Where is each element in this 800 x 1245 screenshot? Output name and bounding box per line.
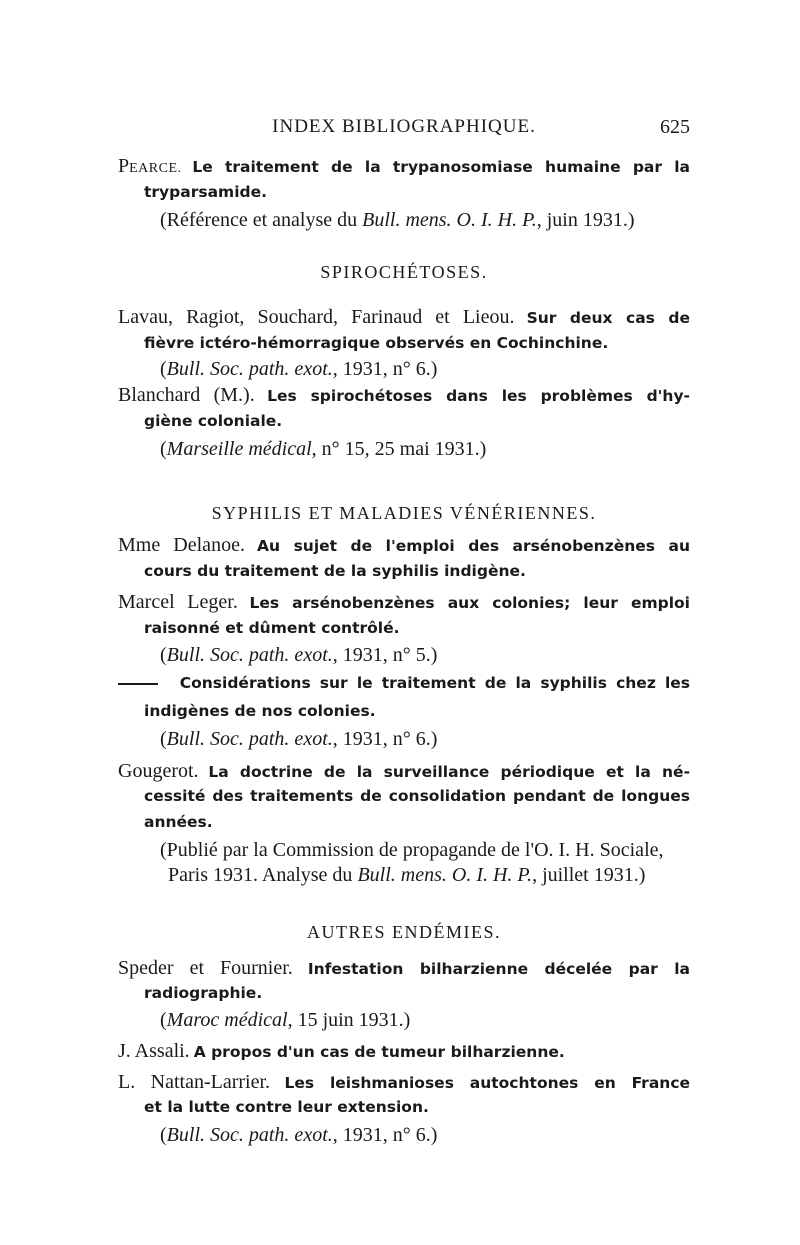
author: L. Nattan-Larrier. [118,1071,271,1093]
page-header [118,112,690,142]
entry-title-cont: années. [144,813,213,831]
entry-title-cont: et la lutte contre leur extension. [144,1098,429,1116]
entry-reference: (Bull. Soc. path. exot., 1931, n° 6.) [160,358,438,380]
entry-line [118,384,690,407]
entry-title-cont: fièvre ictéro-hémorragique observés en Cochinchine. [144,334,609,352]
entry-reference: (Référence et analyse du Bull. mens. O. I. H. P., juin 1931.) [160,209,635,231]
entry-line [118,155,690,178]
author: PEARCE. [118,155,182,177]
author: J. Assali. [118,1040,190,1062]
entry-title: Infestation bilharzienne décelée par la [307,960,690,978]
entry-title-cont: giène coloniale. [144,412,283,430]
section-heading-spirochetoses: SPIROCHÉTOSES. [320,262,488,282]
entry-reference: (Bull. Soc. path. exot., 1931, n° 6.) [160,1124,438,1146]
entry-reference: (Maroc médical, 15 juin 1931.) [160,1009,411,1031]
author: Speder et Fournier. [118,957,293,979]
author: Gougerot. [118,760,199,782]
entry-title: Les arsénobenzènes aux colonies; leur emploi [249,594,690,612]
author: Blanchard (M.). [118,384,255,406]
author: Lavau, Ragiot, Souchard, Farinaud et Lieou. [118,306,515,328]
entry-title: Au sujet de l'emploi des arsénobenzènes au [257,537,691,555]
entry-line [118,760,690,783]
entry-line [118,591,690,614]
entry-title: La doctrine de la surveillance périodique et la né- [208,763,691,781]
entry-reference-cont: Paris 1931. Analyse du Bull. mens. O. I. H. P., juillet 1931.) [168,864,646,886]
entry-line [118,534,690,557]
section-heading-syphilis: SYPHILIS ET MALADIES VÉNÉRIENNES. [211,503,597,523]
author: Mme Delanoe. [118,534,245,556]
entry-line [118,1071,690,1094]
entry-title-cont: raisonné et dûment contrôlé. [144,619,400,637]
entry-line [118,1040,565,1063]
entry-title-cont: indigènes de nos colonies. [144,702,376,720]
page-number: 625 [660,116,690,138]
entry-title: Le traitement de la trypanosomiase humaine par la [192,158,691,176]
entry-title-cont: radiographie. [144,984,263,1002]
entry-reference: (Marseille médical, n° 15, 25 mai 1931.) [160,438,487,460]
running-title: INDEX BIBLIOGRAPHIQUE. [272,116,536,137]
section-heading-autres-endemies: AUTRES ENDÉMIES. [307,922,501,942]
entry-reference: (Publié par la Commission de propagande de l'O. I. H. Sociale, [160,839,664,861]
entry-line [118,674,690,693]
entry-title-cont: cessité des traitements de consolidation pendant de longues [144,787,690,805]
entry-reference: (Bull. Soc. path. exot., 1931, n° 5.) [160,644,438,666]
entry-title: A propos d'un cas de tumeur bilharzienne. [193,1043,565,1061]
ditto-dash [118,683,158,685]
author: Marcel Leger. [118,591,238,613]
entry-title: Les spirochétoses dans les problèmes d'hy- [267,387,690,405]
entry-title-cont: tryparsamide. [144,183,268,201]
entry-title: Sur deux cas de [526,309,691,327]
entry-line [118,957,690,980]
entry-reference: (Bull. Soc. path. exot., 1931, n° 6.) [160,728,438,750]
entry-title: Les leishmanioses autochtones en France [284,1074,691,1092]
entry-line [118,306,690,329]
entry-title-cont: cours du traitement de la syphilis indigène. [144,562,526,580]
entry-title: Considérations sur le traitement de la syphilis chez les [179,674,691,692]
